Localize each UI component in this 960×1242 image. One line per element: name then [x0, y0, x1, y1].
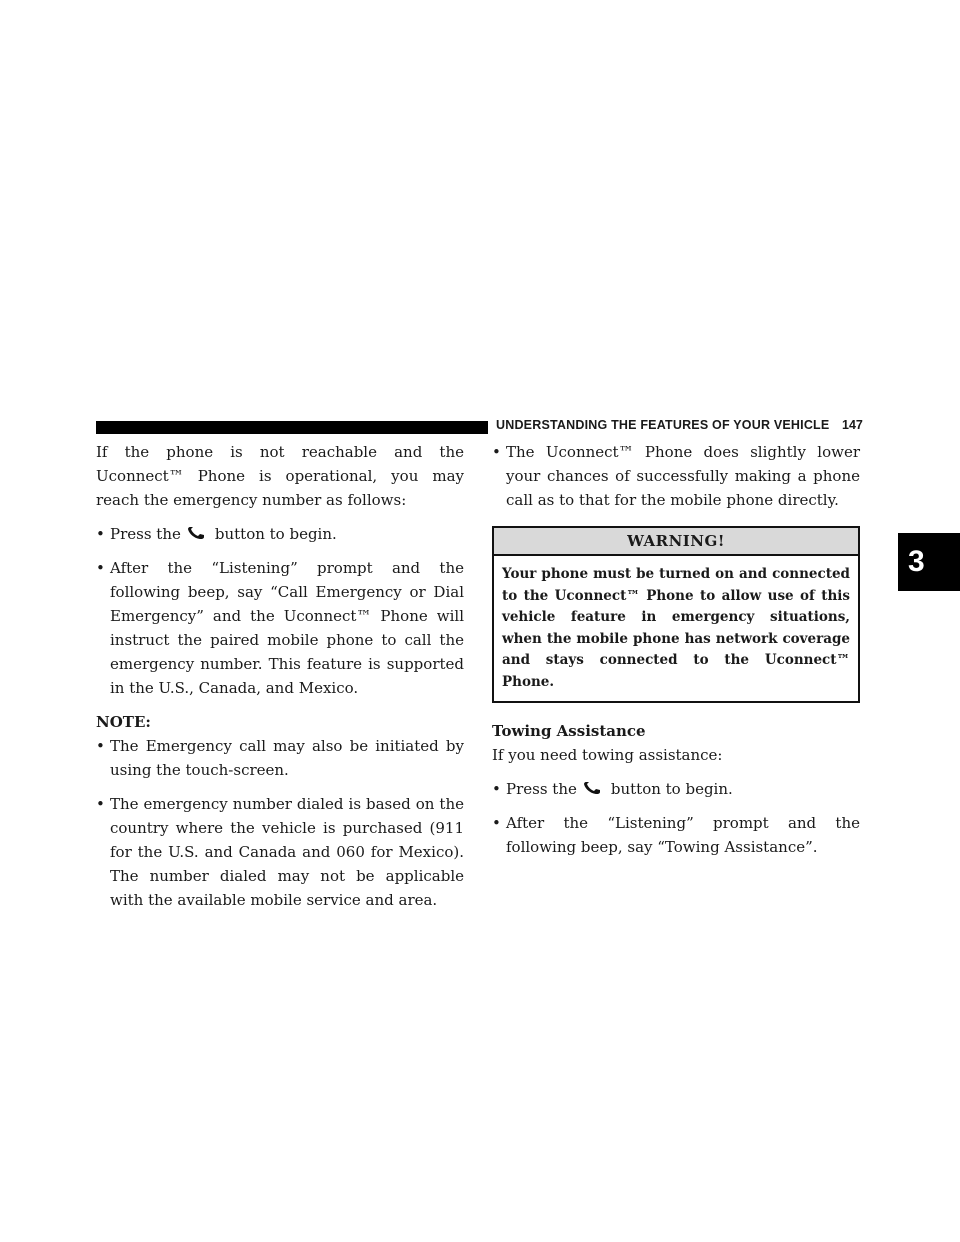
bullet-text: After the “Listening” prompt and the following beep, say “Towing Assistance”.: [506, 814, 860, 856]
phone-icon: [187, 526, 209, 540]
list-item: [492, 777, 860, 801]
warning-box: [492, 526, 860, 703]
bullet-icon: •: [492, 780, 501, 798]
list-item: [96, 556, 464, 700]
chapter-tab: 3: [898, 533, 960, 591]
list-item: [96, 734, 464, 782]
list-item: [96, 792, 464, 912]
bullet-icon: •: [96, 559, 105, 577]
bullet-text: After the “Listening” prompt and the following beep, say “Call Emergency or Dial Emergency” and the Uconnect™ Phone will instruct the paired mobile phone to call the emergency number. This feature is supported in the U.S., Canada, and Mexico.: [110, 559, 464, 697]
page-number: 147: [842, 418, 863, 432]
bullet-icon: •: [96, 525, 105, 543]
header-rule: [96, 421, 488, 434]
bullet-icon: •: [96, 795, 105, 813]
running-header-title: UNDERSTANDING THE FEATURES OF YOUR VEHICLE: [496, 418, 830, 432]
phone-icon: [583, 781, 605, 795]
bullet-icon: •: [492, 443, 501, 461]
left-column: [96, 440, 464, 922]
section-heading: Towing Assistance: [492, 722, 646, 740]
bullet-icon: •: [492, 814, 501, 832]
intro-paragraph: If the phone is not reachable and the Uconnect™ Phone is operational, you may reach the emergency number as follows:: [96, 443, 464, 509]
bullet-text: The Emergency call may also be initiated by using the touch-screen.: [110, 737, 464, 779]
list-item: [492, 440, 860, 512]
bullet-text: The Uconnect™ Phone does slightly lower your chances of successfully making a phone call as to that for the mobile phone directly.: [506, 443, 860, 509]
right-column: [492, 440, 860, 869]
bullet-text-pre: Press the: [506, 780, 577, 798]
note-label: NOTE:: [96, 713, 151, 731]
bullet-text-post: button to begin.: [214, 525, 337, 543]
list-item: [96, 522, 464, 546]
list-item: [492, 811, 860, 859]
bullet-text-pre: Press the: [110, 525, 181, 543]
bullet-text: The emergency number dialed is based on the country where the vehicle is purchased (911 for the U.S. and Canada and 060 for Mexico). The number dialed may not be applicable with the available mobile service and area.: [110, 795, 464, 909]
warning-title: WARNING!: [494, 528, 858, 556]
bullet-icon: •: [96, 737, 105, 755]
bullet-text-post: button to begin.: [610, 780, 733, 798]
warning-text: Your phone must be turned on and connected to the Uconnect™ Phone to allow use of this vehicle feature in emergency situations, when the mobile phone has network coverage and stays connected to the Uconnect™ Phone.: [502, 566, 850, 690]
towing-intro: If you need towing assistance:: [492, 746, 723, 764]
